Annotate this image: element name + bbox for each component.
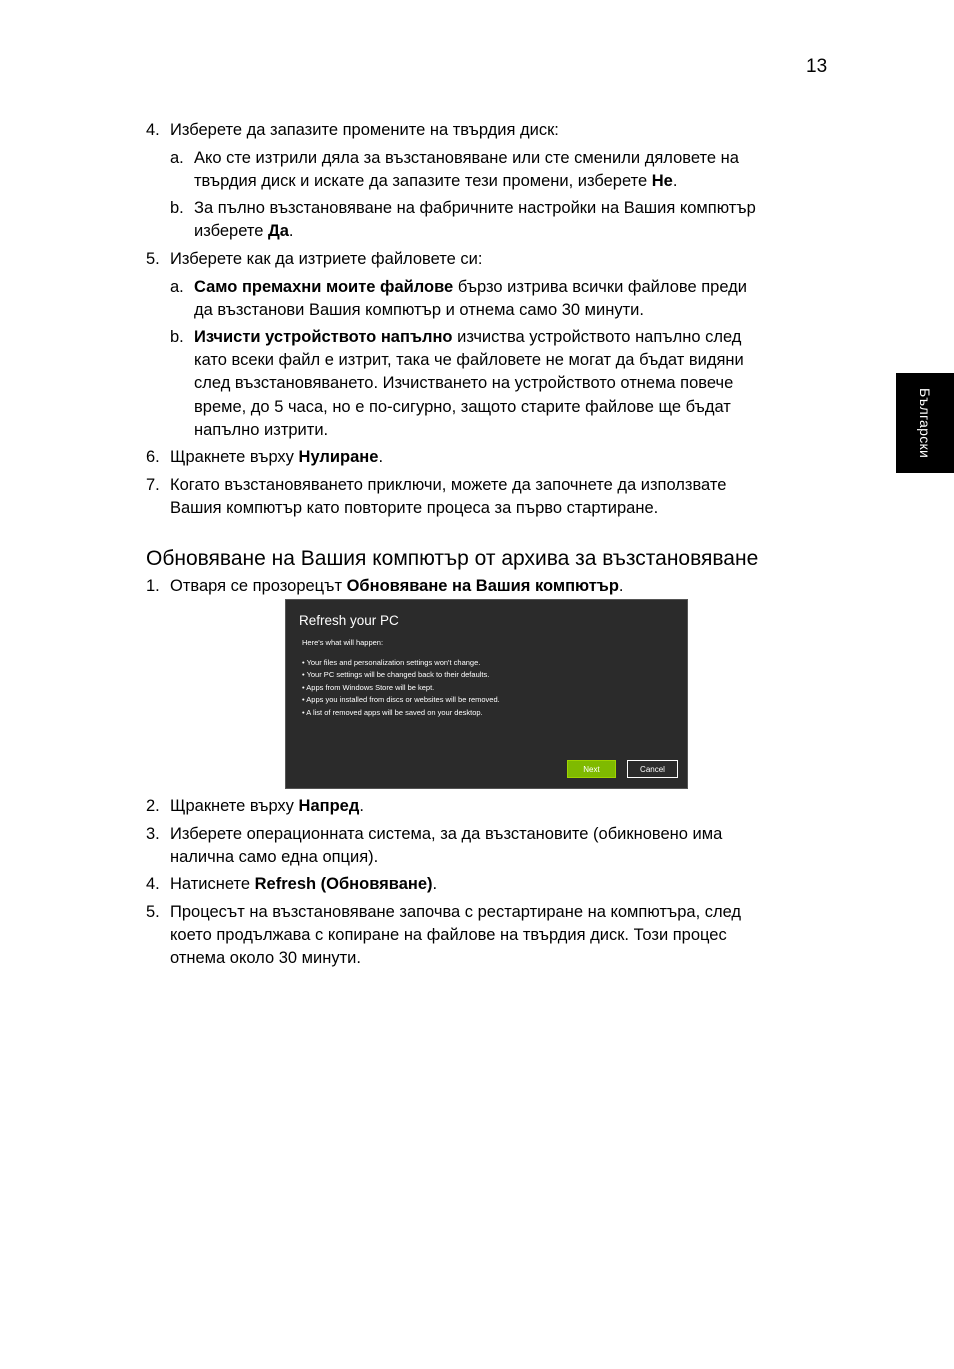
bold-term: Не	[651, 172, 673, 190]
list-item-text: като всеки файл е изтрит, така че файловете не могат да бъдат видяни	[194, 351, 744, 369]
section-heading: Обновяване на Вашия компютър от архива за възстановяване	[146, 547, 759, 570]
sub-list-letter: a.	[170, 149, 184, 167]
dialog-title: Refresh your PC	[299, 613, 399, 628]
bold-term: Изчисти устройството напълно	[194, 328, 453, 346]
language-side-tab	[896, 373, 954, 473]
list-item-text: изберете Да.	[194, 222, 294, 240]
list-item-text: Щракнете върху Нулиране.	[170, 448, 384, 466]
list-item-text: Ако сте изтрили дяла за възстановяване или сте сменили дяловете на	[194, 149, 739, 167]
bold-term: Обновяване на Вашия компютър	[346, 577, 619, 595]
bold-term: Напред	[298, 797, 360, 815]
dialog-bullet: • Apps from Windows Store will be kept.	[302, 682, 435, 692]
list-item-text: Изберете да запазите промените на твърдия диск:	[170, 121, 559, 139]
list-item-text: твърдия диск и искате да запазите тези промени, изберете Не.	[194, 172, 678, 190]
bold-term: Refresh (Обновяване)	[254, 875, 433, 893]
list-item-text: Когато възстановяването приключи, можете да започнете да използвате	[170, 476, 727, 494]
list-item-text: Изберете как да изтриете файловете си:	[170, 250, 483, 268]
list-item-text: налична само една опция).	[170, 848, 379, 866]
list-item-text: Вашия компютър като повторите процеса за първо стартиране.	[170, 499, 659, 517]
list-item-text: Натиснете Refresh (Обновяване).	[170, 875, 438, 893]
cancel-button[interactable]: Cancel	[627, 760, 678, 778]
language-side-tab-label: Български	[917, 387, 933, 459]
list-item-text: За пълно възстановяване на фабричните настройки на Вашия компютър	[194, 199, 756, 217]
list-number: 3.	[146, 825, 160, 843]
list-number: 6.	[146, 448, 160, 466]
sub-list-letter: a.	[170, 278, 184, 296]
dialog-bullet: • A list of removed apps will be saved on your desktop.	[302, 707, 483, 717]
list-number: 5.	[146, 903, 160, 921]
dialog-bullet: • Your PC settings will be changed back to their defaults.	[302, 670, 490, 680]
dialog-intro: Here's what will happen:	[302, 638, 384, 647]
sub-list-letter: b.	[170, 328, 184, 346]
list-number: 5.	[146, 250, 160, 268]
page-number: 13	[806, 56, 828, 77]
list-item-text: отнема около 30 минути.	[170, 949, 361, 967]
dialog-bullet: • Your files and personalization settings won't change.	[302, 658, 481, 667]
refresh-pc-dialog	[285, 599, 688, 789]
sub-list-letter: b.	[170, 199, 184, 217]
list-item-text: Щракнете върху Напред.	[170, 797, 364, 815]
list-item-text: напълно изтрити.	[194, 421, 329, 439]
list-item-text: Процесът на възстановяване започва с рестартиране на компютъра, след	[170, 903, 742, 921]
list-number: 1.	[146, 577, 160, 595]
bold-term: Нулиране	[298, 448, 379, 466]
list-item-text: Само премахни моите файлове бързо изтрива всички файлове преди	[194, 278, 747, 296]
dialog-bullet: • Apps you installed from discs or websites will be removed.	[302, 695, 500, 705]
list-number: 4.	[146, 875, 160, 893]
bold-term: Да	[267, 222, 289, 240]
list-number: 4.	[146, 121, 160, 139]
list-item-text: след възстановяването. Изчистването на устройството отнема повече	[194, 374, 734, 392]
list-number: 7.	[146, 476, 160, 494]
list-item-text: да възстанови Вашия компютър и отнема само 30 минути.	[194, 301, 644, 319]
list-item-text: което продължава с копиране на файлове на твърдия диск. Този процес	[170, 926, 727, 944]
list-item-text: Изчисти устройството напълно изчиства устройството напълно след	[194, 328, 742, 346]
dialog-bullet-list	[302, 657, 500, 719]
next-button[interactable]: Next	[567, 760, 616, 778]
list-item-text: време, до 5 часа, но е по-сигурно, защото старите файлове ще бъдат	[194, 398, 731, 416]
list-number: 2.	[146, 797, 160, 815]
list-item-text: Отваря се прозорецът Обновяване на Вашия компютър.	[170, 577, 624, 595]
list-item-text: Изберете операционната система, за да възстановите (обикновено има	[170, 825, 723, 843]
bold-term: Само премахни моите файлове	[194, 278, 454, 296]
